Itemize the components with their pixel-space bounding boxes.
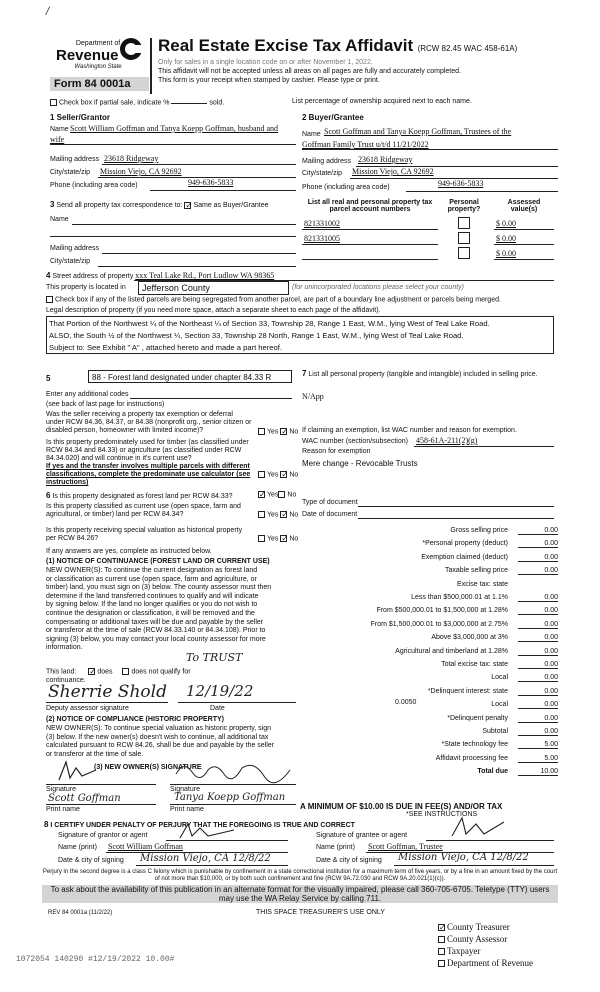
tax-row-value[interactable]: 0.00 [518,648,558,656]
form-title-block [158,36,517,56]
grantor-date-field[interactable]: Mission Viejo, CA 12/8/22 [140,853,271,864]
dept-state: Washington State [74,64,122,70]
assessor-signature[interactable]: Sherrie Shold [48,682,167,702]
perjury-notice: Perjury in the second degree is a class C felony which is punishable by confinement in a state correctional institution for a maximum term of five years, or by a fine in an amount fixed by the court of not more than $10,000, or by both such confinement and fine (RCW 9A.72.030 and RCW 9A.20.021(1)(c)). [42,869,558,882]
same-as-buyer-label: Same as Buyer/Grantee [193,202,269,209]
q1-yes-checkbox[interactable] [258,428,265,435]
seller-name-label: Name [50,126,69,133]
q1-no-checkbox[interactable] [280,428,287,435]
street-label: Street address of property [52,273,134,280]
doc-date-label: Date of document [302,511,358,518]
buyer-name-field[interactable]: Scott Goffman and Tanya Koepp Goffman, Trustees of the [324,127,512,136]
header-note-3: This form is your receipt when stamped by cashier. Please type or print. [158,77,380,84]
notice2-line: calculated pursuant to RCW 84.26, shall be due and payable by the seller [46,742,275,750]
notice1-line: compensating or additional taxes will be due and payable by the seller [46,618,264,626]
does-not-checkbox[interactable] [122,668,129,675]
section6-heading: 6 [46,491,51,500]
codes-note: (see back of last page for instructions) [46,401,165,408]
availability-notice: To ask about the availability of this publication in an alternate format for the visually impaired, please call 360-705-6705. Teletype (TTY) users may use the WA Relay Service by calling 711. [42,885,558,903]
buyer-mailing-field[interactable]: 23618 Ridgeway [358,155,413,164]
s6q2-no-checkbox[interactable] [280,511,287,518]
section4-heading: 4 [46,271,51,280]
land-use-select[interactable]: 88 - Forest land designated under chapter 84.33 R [88,370,292,383]
tax-row-value[interactable]: 0.00 [518,540,558,548]
notice2-text [46,725,296,759]
form-title: Real Estate Excise Tax Affidavit [158,36,414,55]
s6q3-answers [258,535,298,542]
grantee-name-label: Name (print) [316,844,355,851]
q2-no-label: No [289,471,299,479]
seller-phone-field[interactable]: 949-636-5833 [188,178,234,187]
s6q1-no-label: No [287,491,297,499]
seller-name-line2[interactable]: wife [50,135,65,144]
parcel-number[interactable]: 821331005 [304,234,340,243]
notice2-line: or transferor at the time of sale. [46,750,144,758]
buyer-phone-label: Phone (including area code) [302,184,390,191]
tax-row-label: Total excise tax: state [441,661,508,668]
timber-question: Is this property predominately used for timber (as classified under RCW 84.34 and 84.33) or agriculture (as classified under RCW 84.34.020) and will continue in it's current use? [46,439,249,462]
section3-mailing-label: Mailing address [50,245,100,252]
seller-city-field[interactable]: Mission Viejo, CA 92692 [100,167,182,176]
q2-yes-checkbox[interactable] [258,471,265,478]
unincorporated-note: (for unincorporated locations please select your county) [292,284,464,291]
continuance-label: continuance. [46,677,86,684]
street-address-field[interactable]: xxx Teal Lake Rd., Port Ludlow WA 98365 [135,271,275,280]
tax-row-label: Agricultural and timberland at 1.28% [395,648,508,655]
buyer-heading: 2 Buyer/Grantee [302,113,364,122]
tax-row-label: From $1,500,000.01 to $3,000,000 at 2.75% [370,621,508,628]
tax-row-value[interactable]: 5.00 [518,755,558,763]
wac-label: WAC number (section/subsection) [302,438,408,445]
seller-mailing-field[interactable]: 23618 Ridgeway [104,154,159,163]
q2-no-checkbox[interactable] [280,471,287,478]
does-not-label: does not qualify for [131,668,191,676]
see-instructions: *SEE INSTRUCTIONS [406,811,478,818]
reason-label: Reason for exemption [302,448,371,455]
exemption-question: Was the seller receiving a property tax exemption or deferral under RCW 84.36, 84.37, or 84.38 (nonprofit org., senior citizen or disabled person, homeowner with limited income)? [46,411,252,434]
tax-row-value[interactable]: 0.00 [518,715,558,723]
notice1-line: timber) land, you must sign on (3) below. The county assessor must then [46,584,272,592]
s6q1-yes-checkbox[interactable] [258,491,265,498]
section5-heading: 5 [46,374,51,383]
legal-description-field[interactable] [46,316,554,354]
tax-row-label: Affidavit processing fee [435,755,508,762]
any-yes-note: If any answers are yes, complete as instructed below. [46,548,212,555]
personal-col-header: Personal property? [447,199,481,213]
assessor-date-label: Date [210,705,225,712]
assessed-col-header: Assessed value(s) [507,199,541,213]
grantee-name-field[interactable]: Scott Goffman, Trustee [368,842,443,851]
q1-answers [258,428,298,435]
personal-property-checkbox[interactable] [458,247,470,259]
tax-row-label: Excise tax: state [457,581,508,588]
tax-row-label: *Delinquent interest: state [427,688,508,695]
tax-row-value[interactable]: 0.00 [518,594,558,602]
tax-row-value[interactable]: 5.00 [518,741,558,749]
signature-label-2: Signature [170,786,200,793]
notice2-line: NEW OWNER(S): To continue special valuation as historic property, sign [46,725,271,732]
assessed-value[interactable]: $ 0.00 [496,234,516,243]
buyer-city-field[interactable]: Mission Viejo, CA 92692 [352,167,434,176]
s6q2-yes-label: Yes [267,511,279,519]
historic-question: Is this property receiving special valuation as historical property per RCW 84.26? [46,527,243,542]
tax-row-label: Taxable selling price [444,567,508,574]
personal-property-field[interactable]: N/App [302,392,324,401]
partial-sale-checkbox[interactable] [50,99,57,106]
s6q3-no-checkbox[interactable] [280,535,287,542]
distribution-list [438,921,533,969]
parcel-col-header: List all real and personal property tax parcel account numbers [307,199,433,213]
signature-label-1: Signature [46,786,76,793]
buyer-phone-field[interactable]: 949-636-5833 [438,179,484,188]
rcw-reference: (RCW 82.45 WAC 458-61A) [417,44,518,53]
legal-label: Legal description of property (if you need more space, attach a separate sheet to each page of the affidavit). [46,307,381,314]
partial-percent-field[interactable] [171,103,207,104]
seller-mailing-label: Mailing address [50,156,100,163]
grantor-signature[interactable] [178,822,238,842]
grantee-date-field[interactable]: Mission Viejo, CA 12/8/22 [398,852,529,863]
current-use-question: Is this property classified as current use (open space, farm and agricultural, or timber) land per RCW 84.34? [46,503,241,518]
section7-heading: 7 [302,369,307,378]
distribution-item: County Assessor [438,933,533,945]
does-label: does [97,668,113,676]
grantee-sig-label: Signature of grantee or agent [316,832,408,839]
q2-yes-label: Yes [267,471,279,479]
section3-heading: 3 [50,200,55,209]
segregated-row [46,296,501,303]
grantee-signature[interactable] [448,816,508,842]
dept-label: Department of [75,40,121,47]
rev-number: REV 84 0001a (11/2/22) [48,910,113,916]
does-checkbox[interactable] [88,668,95,675]
seller-heading: 1 Seller/Grantor [50,113,111,122]
seller-name-field[interactable]: Scott William Goffman and Tanya Koepp Goffman, husband and [70,124,279,133]
located-label: This property is located in [46,284,126,291]
seller-city-label: City/state/zip [50,169,91,176]
tax-row-value[interactable]: 0.00 [518,728,558,736]
assessed-value[interactable]: $ 0.00 [496,219,516,228]
distribution-item: ✓County Treasurer [438,921,533,933]
taxpayer-checkbox[interactable] [438,948,445,955]
owner-signature-1[interactable] [56,760,102,784]
certify-text: I CERTIFY UNDER PENALTY OF PERJURY THAT THE FOREGOING IS TRUE AND CORRECT [50,822,355,829]
section8-heading: 8 [44,820,49,829]
header-divider [150,38,152,94]
tax-row-label: Local [491,701,508,708]
tax-row-value[interactable]: 0.00 [518,567,558,575]
s6q1-no-checkbox[interactable] [278,491,285,498]
page-mark: / [46,6,50,17]
doc-type-label: Type of document [302,499,358,506]
personal-property-label-row [302,370,556,379]
legal-line-2: ALSO, the South ½ of the Northwest ¼, Section 33, Township 28 North, Range 1 East, W.M., lying West of Teal Lake Road. [49,331,464,340]
exemption-label: If claiming an exemption, list WAC number and reason for exemption. [302,427,517,434]
distribution-item: Taxpayer [438,945,533,957]
tax-row-value[interactable]: 0.00 [518,661,558,669]
county-assessor-checkbox[interactable] [438,936,445,943]
legal-line-1: That Portion of the Northwest ¼ of the Northeast ¼ of Section 33, Township 28, Range 1 East, W.M., lying West of Teal Lake Road. [49,319,490,328]
form-number: Form 84 0001a [50,77,149,91]
ownership-note: List percentage of ownership acquired next to each name. [292,98,472,105]
tax-row-label: Gross selling price [450,527,508,534]
s6q1-yes-label: Yes [267,491,279,499]
partial-sale-label: Check box if partial sale, indicate % [59,99,170,107]
tax-row-label: *Delinquent penalty [447,715,508,722]
to-trust-note: To TRUST [186,651,243,664]
print-name-label-2: Print name [170,806,204,813]
assessed-value[interactable]: $ 0.00 [496,249,516,258]
s6q2-yes-checkbox[interactable] [258,511,265,518]
tax-row-label: *State technology fee [441,741,508,748]
tax-row-label: Local [491,674,508,681]
local-rate: 0.0050 [395,699,417,706]
notice1-line: information. [46,644,83,652]
wac-field[interactable]: 458-61A-211(2)(g) [416,436,478,445]
dept-name: Revenue [56,47,119,64]
s6q3-yes-label: Yes [267,535,279,543]
deputy-label: Deputy assessor signature [46,705,129,712]
tax-row-label: From $500,000.01 to $1,500,000 at 1.28% [376,607,508,614]
notice1-line: or transferor at the time of sale (RCW 84.33.140 or 84.34.108). Prior to [46,627,266,635]
notice1-text [46,567,296,653]
segregated-checkbox[interactable] [46,296,53,303]
continuance-row [46,668,191,675]
grantee-date-label: Date & city of signing [316,857,382,864]
dor-checkbox[interactable] [438,960,445,967]
grantor-name-field[interactable]: Scott William Goffman [108,842,183,851]
tax-row-value[interactable]: 0.00 [518,607,558,615]
tax-row-value[interactable]: 0.00 [518,634,558,642]
tax-row-label: Subtotal [482,728,508,735]
tax-row-label: *Personal property (deduct) [422,540,508,547]
tax-row-value[interactable]: 0.00 [518,527,558,535]
treasurer-use-label: THIS SPACE TREASURER'S USE ONLY [256,909,385,916]
tax-row-label: Total due [477,768,508,775]
additional-codes-label: Enter any additional codes [46,391,129,398]
assessor-date[interactable]: 12/19/22 [186,682,254,700]
header-note-2: This affidavit will not be accepted unless all areas on all pages are fully and accurately completed. [158,68,461,75]
tax-row-value[interactable]: 0.00 [518,688,558,696]
buyer-name-line2[interactable]: Goffman Family Trust u/t/d 11/21/2022 [302,140,429,149]
section3-city-label: City/state/zip [50,258,91,265]
this-land-label: This land: [46,668,77,676]
notice1-line: signing (3) below, you may contact your local county assessor for more [46,635,266,643]
partial-sale-row [50,99,224,106]
forest-question: Is this property designated as forest land per RCW 84.33? [52,493,233,500]
distribution-item: Department of Revenue [438,957,533,969]
same-as-buyer-checkbox[interactable] [184,202,191,209]
notice1-title: (1) NOTICE OF CONTINUANCE (FOREST LAND OR CURRENT USE) [46,558,270,565]
notice1-line: NEW OWNER(S): To continue the current designation as forest land [46,567,258,574]
tax-row-label: Less than $500,000.01 at 1.1% [411,594,508,601]
predominate-note: If yes and the transfer involves multiple parcels with different classifications, complete the predominate use calculator (see instructions) [46,463,251,486]
q1-yes-label: Yes [267,428,279,436]
tax-row-label: Exemption claimed (deduct) [421,554,508,561]
buyer-mailing-label: Mailing address [302,158,352,165]
buyer-city-label: City/state/zip [302,170,343,177]
print-name-2[interactable]: Tanya Koepp Goffman [174,792,286,803]
q1-no-label: No [289,428,299,436]
segregated-label: Check box if any of the listed parcels are being segregated from another parcel, are part of a boundary line adjustment or parcels being merged. [55,296,501,304]
partial-sold-label: sold. [209,99,225,107]
county-treasurer-checkbox[interactable] [438,924,445,931]
tax-row-value[interactable]: 0.00 [518,621,558,629]
grantor-name-label: Name (print) [58,844,97,851]
print-name-label-1: Print name [46,806,80,813]
dor-logo-icon [118,36,144,62]
q2-answers [258,471,298,478]
tax-row-value[interactable]: 0.00 [518,701,558,709]
notice1-line: by signing below. If the land no longer qualifies or you do not wish to [46,601,258,609]
notice2-line: (3) below. If the new owner(s) doesn't wish to continue, all additional tax [46,733,269,741]
forest-question-row [46,491,256,500]
notice1-line: continue the designation or classification, it will be removed and the [46,609,255,617]
section3-name-label: Name [50,216,69,223]
s6q3-no-label: No [289,535,299,543]
reason-field[interactable]: Mere change - Revocable Trusts [302,459,418,468]
street-row [46,271,274,280]
county-select[interactable]: Jefferson County [138,281,289,295]
personal-property-checkbox[interactable] [458,217,470,229]
grantor-sig-label: Signature of grantor or agent [58,832,148,839]
grantor-date-label: Date & city of signing [58,857,124,864]
notice1-line: determine if the land transferred continues to qualify and will indicate [46,592,259,600]
header-note-1: Only for sales in a single location code on or after November 1, 2022. [158,59,373,66]
section3-label: Send all property tax correspondence to: [56,202,183,209]
s6q2-no-label: No [289,511,299,519]
notice1-line: or classification as current use (open space, farm and agriculture, or [46,575,257,583]
minimum-due-notice: A MINIMUM OF $10.00 IS DUE IN FEE(S) AND/OR TAX [300,802,503,811]
notice2-title: (2) NOTICE OF COMPLIANCE (HISTORIC PROPERTY) [46,716,224,723]
new-owner-signature-label: (3) NEW OWNER(S) SIGNATURE [94,764,202,771]
s6q3-yes-checkbox[interactable] [258,535,265,542]
tax-row-label: Above $3,000,000 at 3% [431,634,508,641]
parcel-number[interactable]: 821331002 [304,219,340,228]
s6q1-answers [258,491,296,498]
section3-row [50,200,269,209]
cashier-stamp: 1072054 140290 #12/19/2022 10.00# [16,955,175,964]
section7-label: List all personal property (tangible and intangible) included in selling price. [308,371,538,378]
personal-property-checkbox[interactable] [458,232,470,244]
s6q2-answers [258,511,298,518]
tax-row-value[interactable]: 0.00 [518,554,558,562]
buyer-name-label: Name [302,131,321,138]
tax-row-value[interactable]: 10.00 [518,768,558,776]
print-name-1[interactable]: Scott Goffman [48,793,121,804]
seller-phone-label: Phone (including area code) [50,182,138,189]
legal-line-3: Subject to: See Exhibit " A" , attached hereto and made a part hereof. [49,343,282,352]
tax-row-value[interactable]: 0.00 [518,674,558,682]
